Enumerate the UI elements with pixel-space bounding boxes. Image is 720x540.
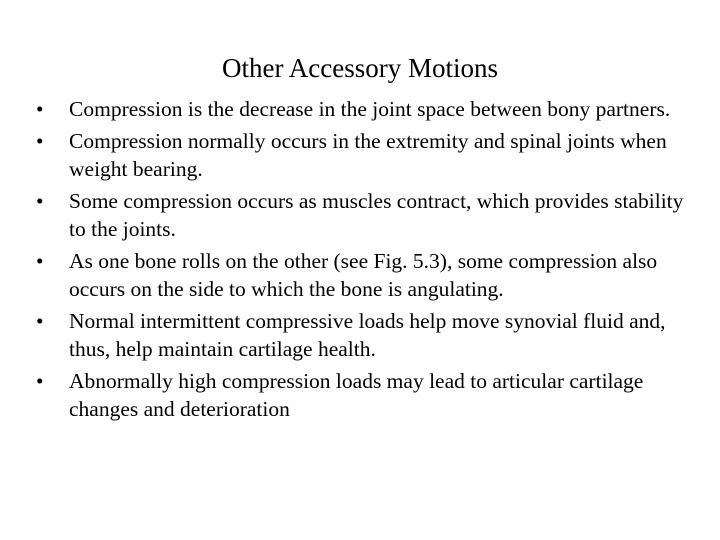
bullet-item	[36, 187, 686, 244]
slide-title: Other Accessory Motions	[222, 53, 498, 83]
bullet-icon: •	[36, 97, 44, 121]
bullet-item	[36, 367, 686, 424]
bullet-list	[36, 95, 686, 427]
bullet-icon: •	[36, 368, 44, 393]
bullet-text: Compression normally occurs in the extremity and spinal joints when weight bearing.	[69, 128, 667, 181]
bullet-item	[36, 95, 686, 124]
bullet-icon: •	[36, 248, 44, 273]
bullet-item	[36, 307, 686, 364]
bullet-text: Abnormally high compression loads may lead to articular cartilage changes and deterioration	[69, 368, 644, 421]
bullet-item	[36, 127, 686, 184]
bullet-text: Compression is the decrease in the joint space between bony partners.	[69, 97, 671, 121]
bullet-item	[36, 247, 686, 304]
bullet-text: As one bone rolls on the other (see Fig. 5.3), some compression also occurs on the side to which the bone is angulating.	[69, 248, 658, 301]
bullet-icon: •	[36, 128, 44, 153]
bullet-icon: •	[36, 188, 44, 213]
bullet-text: Normal intermittent compressive loads help move synovial fluid and, thus, help maintain cartilage health.	[69, 308, 666, 361]
bullet-icon: •	[36, 308, 44, 333]
bullet-text: Some compression occurs as muscles contract, which provides stability to the joints.	[69, 188, 684, 241]
